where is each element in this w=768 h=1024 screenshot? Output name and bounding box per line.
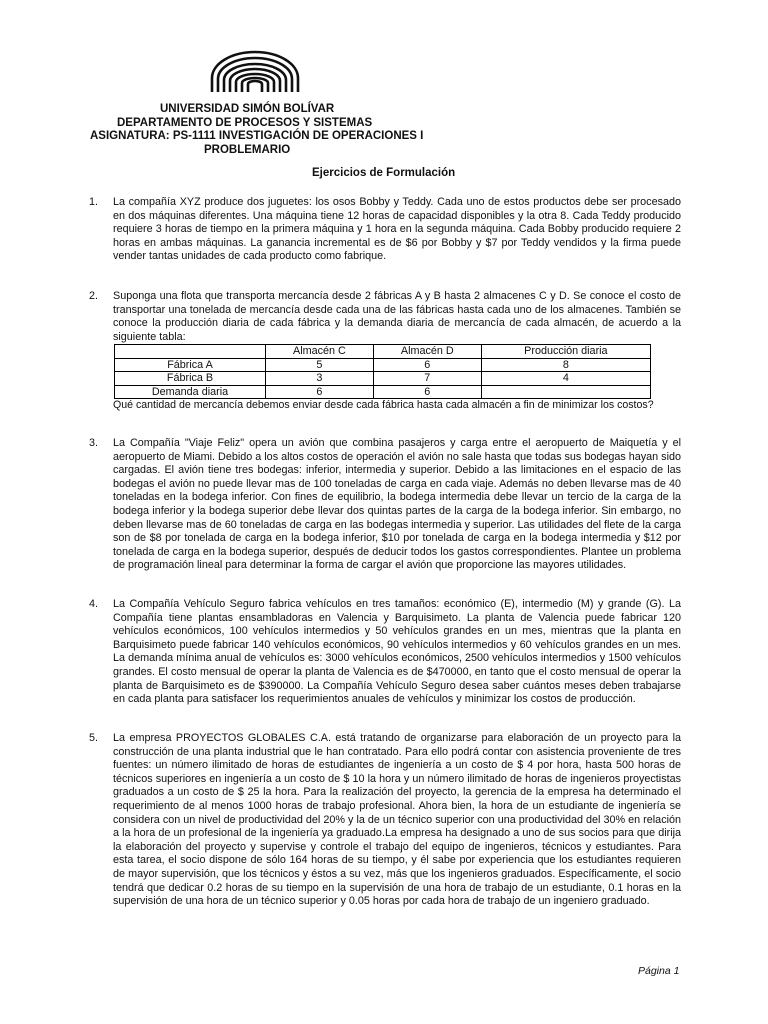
- document-title: PROBLEMARIO: [204, 144, 291, 156]
- exercise-text: La Compañía Vehículo Seguro fabrica vehículos en tres tamaños: económico (E), intermedio (M) y grande (G). La Compañía tiene plantas ensambladoras en Valencia y Barquisimeto. La planta de Valencia puede fabricar 120 vehículos económicos, 100 vehículos intermedios y 50 vehículos grandes en un mes, mientras que la planta en Barquisimeto puede fabricar 140 vehículos económicos, 90 vehículos intermedios y 60 vehículos grandes en un mes. La demanda mínima anual de vehículos es: 3000 vehículos económicos, 2500 vehículos intermedios y 1500 vehículos grandes. El costo mensual de operar la planta de Valencia es de $470000, en tanto que el costo mensual de operar la planta de Barquisimeto es de $390000. La Compañía Vehículo Seguro desea saber cuántos meses deben trabajarse en cada planta para satisfacer los requerimientos anuales de vehículos y minimizar los costos de producción.: [113, 598, 681, 706]
- table-header-cell: Producción diaria: [481, 345, 650, 359]
- table-cell: 8: [481, 358, 650, 372]
- exercise-text: La Compañía "Viaje Feliz" opera un avión que combina pasajeros y carga entre el aeropuerto de Maiquetía y el aeropuerto de Miami. Debido a los altos costos de operación el avión no sale hasta que todas sus bodegas hayan sido cargadas. El avión tiene tres bodegas: inferior, intermedia y superior. Debido a las limitaciones en el espacio de las bodegas el avión no puede llevar mas de 100 toneladas de carga en cada viaje. Además no deben llevarse mas de 40 toneladas en la bodega inferior. Con fines de equilibrio, la bodega intermedia debe llevar un tercio de la carga de la bodega inferior y la bodega superior debe llevar dos quintas partes de la carga de la bodega inferior. Sin embargo, no deben llevarse mas de 60 toneladas de carga en las bodegas intermedia y superior. Las utilidades del flete de la carga son de $8 por tonelada de carga en la bodega inferior, $10 por tonelada de carga en la bodega intermedia y $12 por tonelada de carga en la bodega superior, después de deducir todos los gastos correspondientes. Plantee un problema de programación lineal para determinar la forma de cargar el avión que proporcione las mayores utilidades.: [113, 437, 681, 572]
- exercise-text: La empresa PROYECTOS GLOBALES C.A. está tratando de organizarse para elaboración de un proyecto para la construcción de una planta industrial que le han contratado. Para ello podrá contar con asistencia proveniente de tres fuentes: un número ilimitado de horas de estudiantes de ingeniería a un costo de $ 4 por hora, hasta 500 horas de técnicos superiores en ingeniería a un costo de $ 10 la hora y un número ilimitado de horas de ingenieros proyectistas graduados a un costo de $ 25 la hora. Para la realización del proyecto, la gerencia de la empresa ha determinado el requerimiento de al menos 1000 horas de trabajo profesional. Ahora bien, la hora de un estudiante de ingeniería se considera con un nivel de productividad del 20% y la de un técnico superior con una productividad del 30% en relación a la hora de un profesional de la ingeniería ya graduado.La empresa ha designado a uno de sus socios para que dirija la elaboración del proyecto y supervise y controle el trabajo del equipo de ingenieros, técnicos y estudiantes. Para esta tarea, el socio dispone de sólo 164 horas de su tiempo, y él sabe por experiencia que los estudiantes requieren de mayor supervisión, que los técnicos y éstos a su vez, más que los ingenieros graduados. Específicamente, el socio tendrá que dedicar 0.2 horas de su tiempo en la supervisión de una hora de trabajo de un estudiante, 0.1 horas en la supervisión de una hora de un técnico superior y 0.05 horas por cada hora de trabajo de un ingeniero graduado.: [113, 732, 681, 908]
- exercise-number: 2.: [89, 290, 99, 302]
- table-header-cell: Almacén C: [266, 345, 374, 359]
- exercise-text: La compañía XYZ produce dos juguetes: los osos Bobby y Teddy. Cada uno de estos productos debe ser procesado en dos máquinas diferentes. Una máquina tiene 12 horas de capacidad disponibles y la otra 8. Cada Teddy producido requiere 3 horas de tiempo en la primera máquina y 1 hora en la segunda máquina. Cada Bobby producido requiere 2 horas en ambas máquinas. La ganancia incremental es de $6 por Bobby y $7 por Teddy vendidos y la firma puede vender tantas unidades de cada producto como fabrique.: [113, 196, 681, 263]
- university-logo: [206, 48, 304, 94]
- table-header-row: [115, 345, 651, 359]
- table-cell: 3: [266, 372, 374, 386]
- table-cell: Demanda diaria: [115, 385, 266, 399]
- exercise-number: 1.: [89, 196, 99, 208]
- table-cell: 6: [266, 385, 374, 399]
- table-cell: 6: [373, 358, 481, 372]
- table-row: [115, 385, 651, 399]
- exercise-question: Qué cantidad de mercancía debemos enviar desde cada fábrica hasta cada almacén a fin de minimizar los costos?: [113, 399, 654, 412]
- exercise-number: 5.: [89, 732, 99, 744]
- table-cell: Fábrica A: [115, 358, 266, 372]
- table-row: [115, 358, 651, 372]
- section-title: Ejercicios de Formulación: [312, 167, 456, 179]
- exercise-text: Suponga una flota que transporta mercancía desde 2 fábricas A y B hasta 2 almacenes C y D. Se conoce el costo de transportar una tonelada de mercancía desde cada una de las fábricas hasta cada uno de los almacenes. También se conoce la producción diaria de cada fábrica y la demanda diaria de mercancía de cada almacén, de acuerdo a la siguiente tabla:: [113, 290, 681, 343]
- exercise-1: [89, 196, 681, 264]
- exercise-2: [89, 290, 681, 413]
- table-header-cell: Almacén D: [373, 345, 481, 359]
- exercise-5: [89, 732, 681, 909]
- table-header-cell: [115, 345, 266, 359]
- table-cell: [481, 385, 650, 399]
- department-name: DEPARTAMENTO DE PROCESOS Y SISTEMAS: [117, 117, 373, 129]
- table-cell: 5: [266, 358, 374, 372]
- table-cell: 4: [481, 372, 650, 386]
- exercise-number: 3.: [89, 437, 99, 449]
- exercise-number: 4.: [89, 598, 99, 610]
- page-number: Página 1: [638, 965, 680, 977]
- exercise-3: [89, 437, 681, 573]
- university-name: UNIVERSIDAD SIMÓN BOLÍVAR: [160, 103, 335, 115]
- exercise-4: [89, 598, 681, 707]
- course-name: ASIGNATURA: PS-1111 INVESTIGACIÓN DE OPERACIONES I: [90, 130, 424, 142]
- table-cell: Fábrica B: [115, 372, 266, 386]
- table-cell: 6: [373, 385, 481, 399]
- table-cell: 7: [373, 372, 481, 386]
- table-row: [115, 372, 651, 386]
- transport-table: [114, 344, 651, 399]
